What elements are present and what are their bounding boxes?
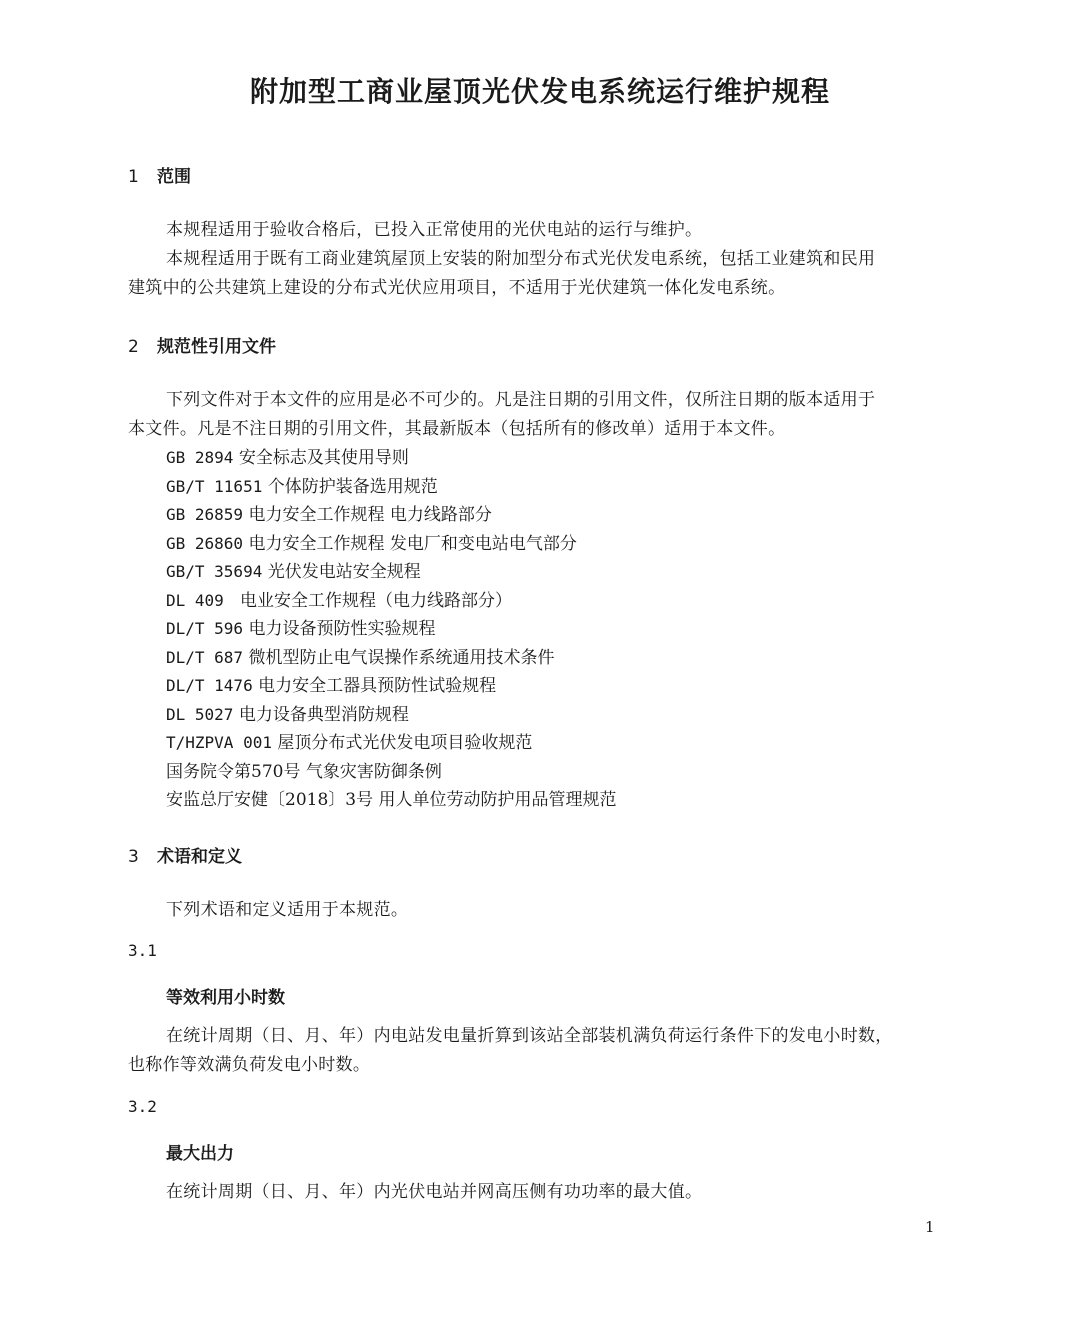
section-title: 规范性引用文件	[157, 337, 276, 357]
paragraph	[128, 896, 950, 925]
reference-code: DL 409	[166, 590, 224, 610]
paragraph	[128, 245, 950, 302]
subsection-number: 3.1	[128, 941, 157, 960]
paragraph-line: 本规程适用于既有工商业建筑屋顶上安装的附加型分布式光伏发电系统，包括工业建筑和民用	[166, 249, 876, 269]
term-definition	[128, 1178, 950, 1207]
reference-item	[166, 587, 617, 616]
reference-code: GB/T 35694	[166, 562, 263, 581]
reference-name: 电力设备预防性实验规程	[248, 619, 436, 639]
reference-name: 电力安全工作规程 电力线路部分	[248, 505, 492, 525]
reference-item	[166, 558, 617, 587]
reference-name: 气象灾害防御条例	[305, 761, 442, 782]
paragraph-line: 本规程适用于验收合格后，已投入正常使用的光伏电站的运行与维护。	[166, 220, 703, 240]
reference-item	[166, 701, 617, 730]
reference-list	[166, 444, 617, 815]
reference-name: 光伏发电站安全规程	[267, 562, 421, 582]
reference-item	[166, 444, 617, 473]
reference-name: 个体防护装备选用规范	[267, 476, 438, 497]
reference-name: 屋顶分布式光伏发电项目验收规范	[277, 733, 533, 753]
reference-code: DL/T 1476	[166, 676, 253, 695]
reference-code: GB 2894	[166, 448, 234, 467]
document-title: 附加型工商业屋顶光伏发电系统运行维护规程	[249, 75, 830, 108]
reference-name: 用人单位劳动防护用品管理规范	[378, 790, 617, 810]
section-3-heading	[128, 842, 242, 867]
section-number: 1	[128, 167, 139, 187]
page-number: 1	[925, 1218, 935, 1236]
term-title: 最大出力	[166, 1144, 234, 1164]
section-title: 术语和定义	[157, 847, 242, 867]
reference-item	[166, 530, 617, 559]
paragraph-line: 也称作等效满负荷发电小时数。	[128, 1054, 371, 1075]
paragraph-line: 在统计周期（日、月、年）内光伏电站并网高压侧有功功率的最大值。	[166, 1182, 703, 1202]
paragraph	[128, 386, 950, 443]
reference-name: 电力安全工作规程 发电厂和变电站电气部分	[248, 533, 577, 554]
reference-name: 安全标志及其使用导则	[238, 448, 409, 468]
reference-item	[166, 729, 617, 758]
reference-item	[166, 501, 617, 530]
section-number: 3	[128, 847, 139, 867]
reference-name: 电业安全工作规程（电力线路部分）	[229, 590, 513, 611]
reference-code: GB 26860	[166, 533, 244, 553]
reference-code: GB/T 11651	[166, 476, 263, 496]
reference-code: DL/T 687	[166, 647, 244, 667]
reference-item	[166, 644, 617, 673]
reference-item	[166, 758, 617, 787]
reference-name: 微机型防止电气误操作系统通用技术条件	[248, 647, 555, 668]
paragraph-line: 下列术语和定义适用于本规范。	[166, 900, 409, 920]
paragraph	[128, 216, 950, 245]
reference-code: DL 5027	[166, 704, 234, 724]
reference-name: 电力设备典型消防规程	[238, 704, 409, 725]
reference-item	[166, 672, 617, 701]
section-1-heading	[128, 162, 191, 187]
term-title: 等效利用小时数	[166, 988, 285, 1008]
reference-name: 电力安全工器具预防性试验规程	[258, 676, 497, 696]
section-title: 范围	[157, 167, 191, 187]
term-definition	[128, 1022, 950, 1079]
subsection-number: 3.2	[128, 1097, 157, 1116]
reference-code: DL/T 596	[166, 619, 244, 638]
reference-code: 安监总厅安健〔2018〕3号	[166, 790, 374, 810]
reference-item	[166, 615, 617, 644]
section-2-heading	[128, 332, 276, 357]
paragraph-line: 建筑中的公共建筑上建设的分布式光伏应用项目，不适用于光伏建筑一体化发电系统。	[128, 277, 786, 298]
reference-code: 国务院令第570号	[166, 761, 301, 782]
reference-item	[166, 473, 617, 502]
section-number: 2	[128, 337, 139, 357]
reference-code: T/HZPVA 001	[166, 733, 272, 752]
reference-item	[166, 786, 617, 815]
paragraph-line: 下列文件对于本文件的应用是必不可少的。凡是注日期的引用文件，仅所注日期的版本适用于	[166, 390, 876, 410]
reference-code: GB 26859	[166, 505, 244, 524]
paragraph-line: 本文件。凡是不注日期的引用文件，其最新版本（包括所有的修改单）适用于本文件。	[128, 418, 786, 439]
paragraph-line: 在统计周期（日、月、年）内电站发电量折算到该站全部装机满负荷运行条件下的发电小时数，	[166, 1026, 893, 1046]
